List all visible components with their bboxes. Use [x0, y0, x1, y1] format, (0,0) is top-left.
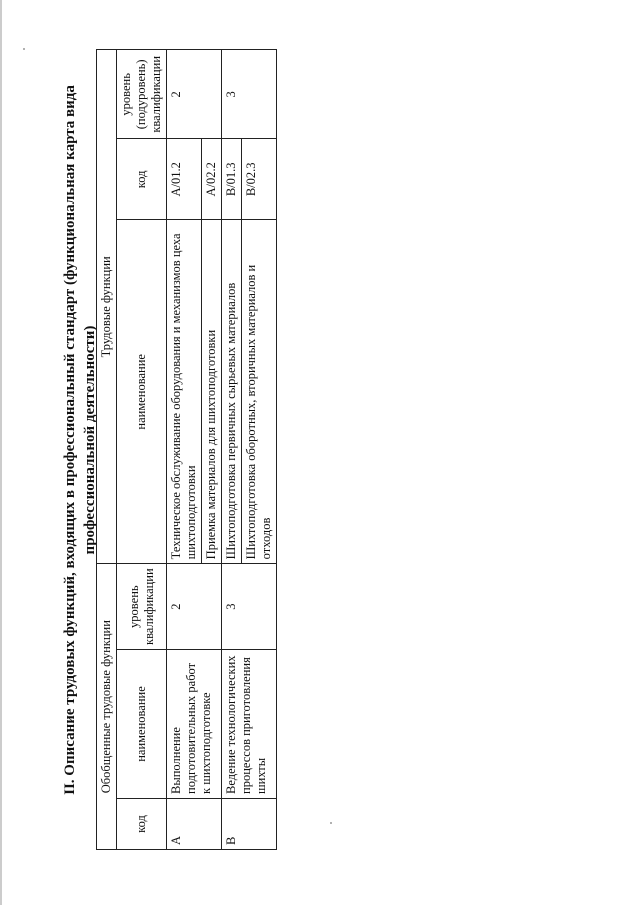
gen-level: 2: [167, 564, 222, 650]
gen-code: A: [167, 799, 222, 850]
gen-code: B: [222, 799, 277, 850]
table-row: [167, 50, 202, 850]
function-code: A/02.2: [202, 139, 222, 220]
function-level: 3: [222, 50, 277, 139]
header-functions: Трудовые функции: [97, 50, 117, 564]
function-code: B/02.3: [242, 139, 277, 220]
function-code: B/01.3: [222, 139, 242, 220]
function-name: Шихтоподготовка оборотных, вторичных материалов и отходов: [242, 220, 277, 564]
col-function-level: уровень (подуровень) квалификации: [117, 50, 167, 139]
function-level: 2: [167, 50, 222, 139]
function-name: Приемка материалов для шихтоподготовки: [202, 220, 222, 564]
gen-name: Выполнение подготовительных работ к шихтоподготовке: [167, 650, 222, 799]
section-title: II. Описание трудовых функций, входящих в профессиональный стандарт (функциональная карта вида профессиональной деятельности): [62, 85, 98, 795]
gen-level: 3: [222, 564, 277, 650]
col-name: наименование: [117, 650, 167, 799]
col-level: уровень квалификации: [117, 564, 167, 650]
table-row: [222, 50, 242, 850]
col-function-code: код: [117, 139, 167, 220]
scan-speck: [330, 822, 332, 824]
function-name: Шихтоподготовка первичных сырьевых материалов: [222, 220, 242, 564]
function-name: Техническое обслуживание оборудования и механизмов цеха шихтоподготовки: [167, 220, 202, 564]
gen-name: Ведение технологических процессов приготовления шихты: [222, 650, 277, 799]
function-code: A/01.2: [167, 139, 202, 220]
col-function-name: наименование: [117, 220, 167, 564]
functions-table: [96, 49, 277, 850]
scan-speck: [23, 48, 25, 50]
header-generalized: Обобщенные трудовые функции: [97, 564, 117, 850]
col-code: код: [117, 799, 167, 850]
